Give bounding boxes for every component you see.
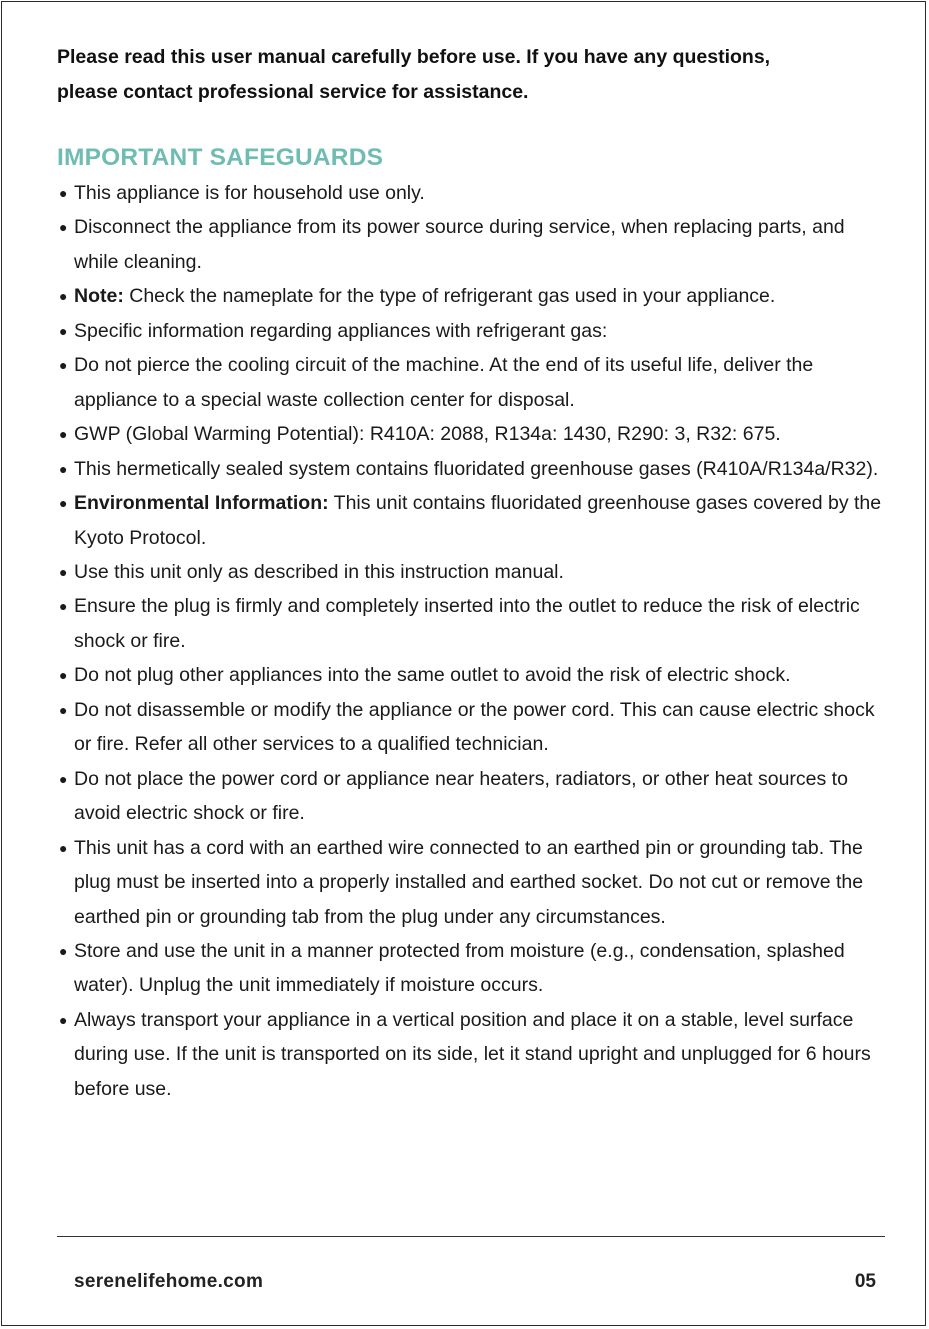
item-text: This appliance is for household use only.	[74, 182, 425, 204]
bullet-icon: ●	[59, 219, 68, 236]
bullet-icon: ●	[59, 598, 68, 615]
bullet-icon: ●	[59, 839, 68, 856]
item-label: Environmental Information:	[74, 492, 329, 515]
item-text: Do not place the power cord or appliance near heaters, radiators, or other heat sources to avoid electric shock or fire.	[74, 767, 848, 825]
list-item	[57, 314, 887, 348]
item-text: GWP (Global Warming Potential): R410A: 2088, R134a: 1430, R290: 3, R32: 675.	[74, 423, 781, 446]
list-item	[57, 693, 887, 762]
item-text: This unit has a cord with an earthed wire connected to an earthed pin or grounding tab. The plug must be inserted into a properly installed and earthed socket. Do not cut or remove the earthed pin or grounding tab from the plug under any circumstances.	[74, 836, 864, 928]
item-text: Do not disassemble or modify the appliance or the power cord. This can cause electric shock or fire. Refer all other services to a qualified technician.	[74, 698, 875, 756]
bullet-icon: ●	[59, 185, 68, 201]
item-text: Specific information regarding appliances with refrigerant gas:	[74, 319, 608, 342]
list-item	[57, 486, 887, 555]
safeguards-list	[57, 176, 887, 1106]
item-text: Use this unit only as described in this instruction manual.	[74, 560, 564, 583]
intro-line-2: please contact professional service for assistance.	[57, 80, 529, 103]
list-item	[57, 934, 887, 1003]
list-item	[57, 1003, 887, 1106]
bullet-icon: ●	[59, 322, 68, 339]
item-text: This unit contains fluoridated greenhouse gases covered by the Kyoto Protocol.	[74, 492, 882, 549]
bullet-icon: ●	[59, 942, 68, 959]
page-number: 05	[854, 1271, 876, 1292]
bullet-icon: ●	[59, 288, 68, 305]
list-item	[57, 417, 887, 451]
footer-divider	[57, 1236, 885, 1237]
item-text: This hermetically sealed system contains fluoridated greenhouse gases (R410A/R134a/R32).	[74, 457, 879, 480]
list-item	[57, 176, 887, 210]
bullet-icon: ●	[59, 1011, 68, 1028]
list-item	[57, 658, 887, 692]
bullet-icon: ●	[59, 426, 68, 443]
bullet-icon: ●	[59, 563, 68, 580]
footer-website: serenelifehome.com	[74, 1271, 264, 1292]
list-item	[57, 452, 887, 486]
item-text: Store and use the unit in a manner protected from moisture (e.g., condensation, splashed water). Unplug the unit immediately if moisture occurs.	[74, 939, 845, 997]
list-item	[57, 210, 887, 279]
item-text: Always transport your appliance in a vertical position and place it on a stable, level surface during use. If the unit is transported on its side, let it stand upright and unplugged for 6 hours before use.	[74, 1008, 871, 1100]
bullet-icon: ●	[59, 495, 68, 512]
bullet-icon: ●	[59, 770, 68, 787]
item-text: Ensure the plug is firmly and completely inserted into the outlet to reduce the risk of electric shock or fire.	[74, 595, 860, 652]
bullet-icon: ●	[59, 357, 68, 374]
intro-line-1: Please read this user manual carefully before use. If you have any questions,	[57, 46, 771, 68]
intro-notice	[57, 40, 857, 109]
section-heading: IMPORTANT SAFEGUARDS	[57, 144, 384, 171]
item-text: Check the nameplate for the type of refrigerant gas used in your appliance.	[123, 285, 776, 308]
list-item	[57, 831, 887, 934]
bullet-icon: ●	[59, 667, 68, 684]
list-item	[57, 279, 887, 313]
list-item	[57, 589, 887, 658]
item-label: Note:	[74, 285, 124, 308]
item-text: Do not plug other appliances into the same outlet to avoid the risk of electric shock.	[74, 664, 791, 687]
item-text: Disconnect the appliance from its power source during service, when replacing parts, and while cleaning.	[74, 216, 845, 273]
list-item	[57, 555, 887, 589]
item-text: Do not pierce the cooling circuit of the machine. At the end of its useful life, deliver the appliance to a special waste collection center for disposal.	[74, 354, 814, 411]
list-item	[57, 348, 887, 417]
bullet-icon: ●	[59, 460, 68, 477]
list-item	[57, 762, 887, 831]
bullet-icon: ●	[59, 701, 68, 718]
